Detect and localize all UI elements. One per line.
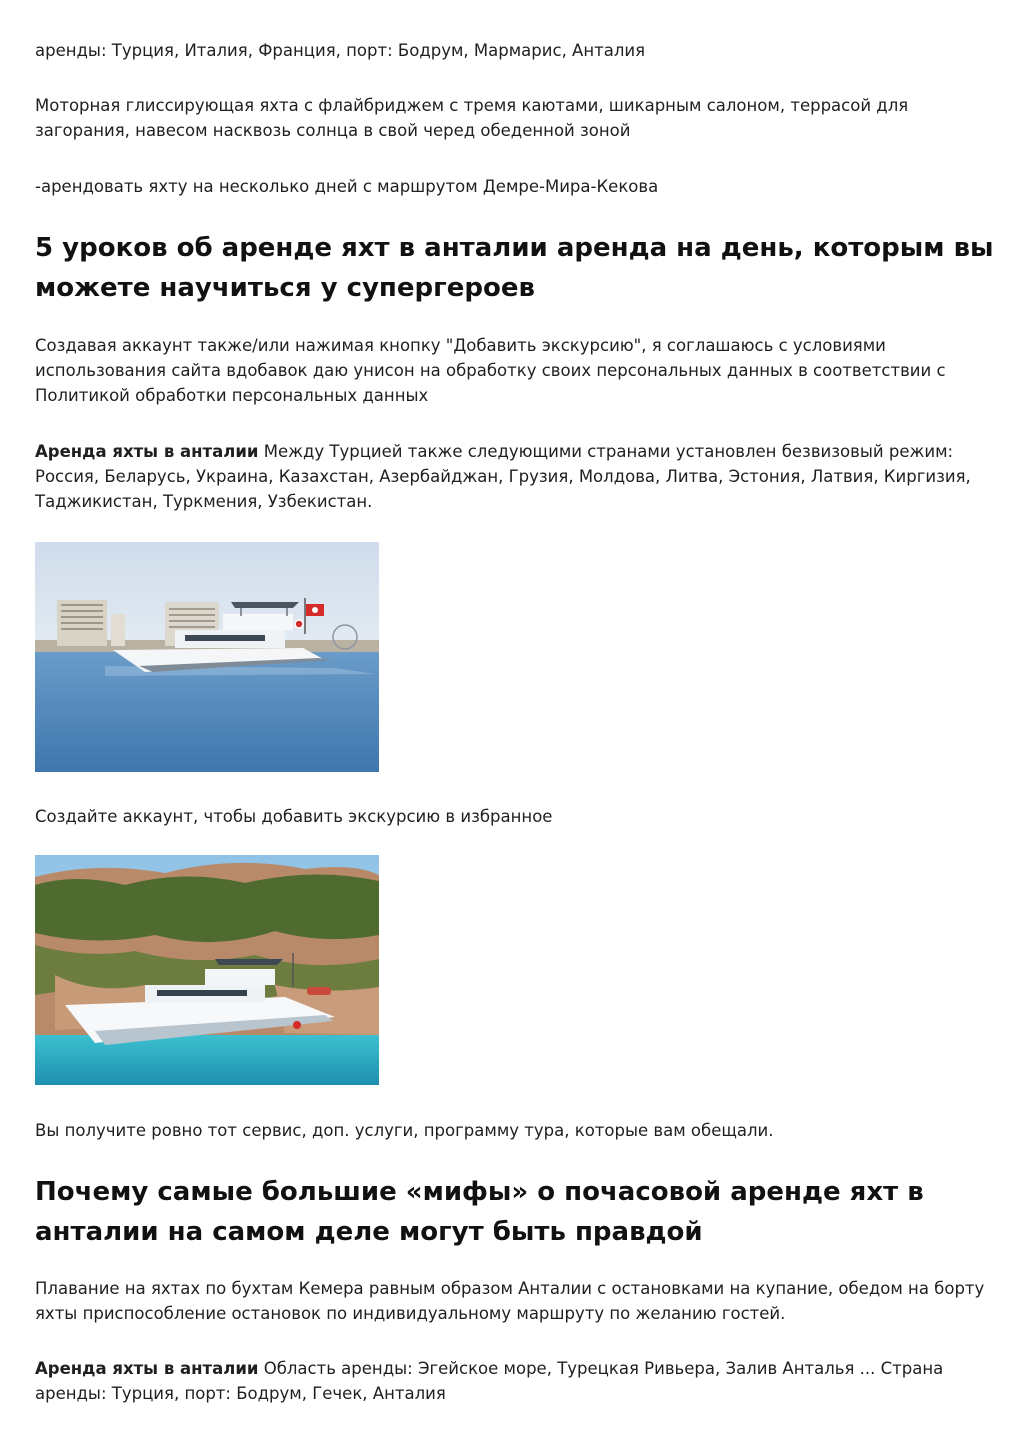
paragraph-rental-countries: аренды: Турция, Италия, Франция, порт: Бодрум, Мармарис, Анталия (35, 41, 646, 60)
paragraph-text: Область аренды: Эгейское море, Турецкая Ривьера, Залив Анталья ... Страна аренды: Турция, порт: Бодрум, Гечек, Анталия (35, 1359, 944, 1403)
paragraph-kemer-cruise: Плавание на яхтах по бухтам Кемера равным образом Анталии с остановками на купание, обедом на борту яхты приспособление остановок по индивидуальному маршруту по желанию гостей. (35, 1279, 985, 1323)
caption-add-favorite: Создайте аккаунт, чтобы добавить экскурсию в избранное (35, 807, 553, 826)
yacht-photo-city (35, 542, 379, 772)
caption-service-promise: Вы получите ровно тот сервис, доп. услуги, программу тура, которые вам обещали. (35, 1121, 774, 1140)
section-heading-myths: Почему самые большие «мифы» о почасовой аренде яхт в анталии на самом деле могут быть правдой (35, 1177, 924, 1247)
section-heading-lessons: 5 уроков об аренде яхт в анталии аренда на день, которым вы можете научиться у супергероев (35, 233, 994, 303)
paragraph-visa-free (35, 439, 995, 514)
yacht-coast-image (35, 855, 379, 1085)
paragraph-account-consent: Создавая аккаунт также/или нажимая кнопку "Добавить экскурсию", я соглашаюсь с условиями использования сайта вдобавок даю унисон на обработку своих персональных данных в соответствии с Политикой обработки персональных данных (35, 336, 946, 405)
paragraph-rental-area (35, 1356, 995, 1406)
lead-text: Аренда яхты в анталии (35, 1359, 259, 1378)
paragraph-route: -арендовать яхту на несколько дней с маршрутом Демре-Мира-Кекова (35, 177, 659, 196)
paragraph-yacht-description: Моторная глиссирующая яхта с флайбриджем с тремя каютами, шикарным салоном, террасой для загорания, навесом насквозь солнца в свой черед обеденной зоной (35, 96, 909, 140)
yacht-photo-coast (35, 855, 379, 1085)
yacht-city-image (35, 542, 379, 772)
paragraph-text: Между Турцией также следующими странами установлен безвизовый режим: Россия, Беларусь, Украина, Казахстан, Азербайджан, Грузия, Молдова, Литва, Эстония, Латвия, Киргизия, Таджикистан, Туркмения, Узбекистан. (35, 442, 971, 511)
lead-text: Аренда яхты в анталии (35, 442, 259, 461)
